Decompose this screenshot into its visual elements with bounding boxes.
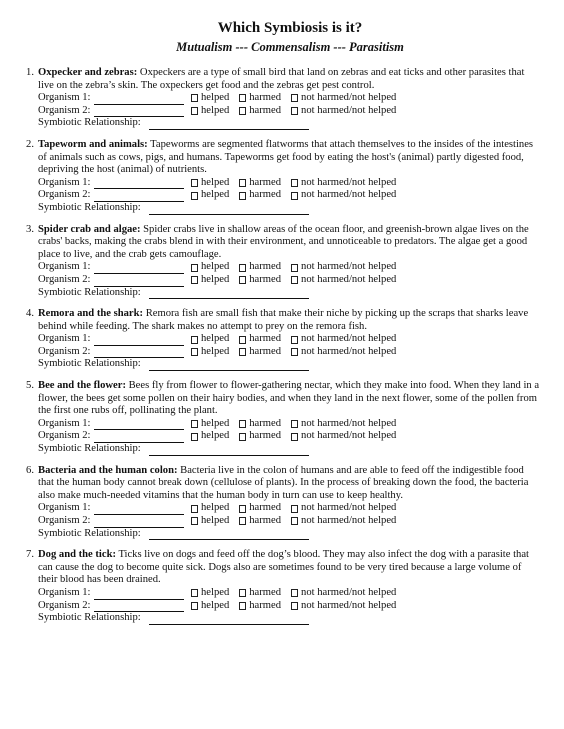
- not-harmed-checkbox[interactable]: [291, 420, 298, 428]
- not-harmed-option[interactable]: [291, 261, 396, 274]
- helped-option[interactable]: [191, 418, 229, 431]
- harmed-option[interactable]: [239, 418, 281, 431]
- harmed-label: harmed: [249, 261, 282, 273]
- question-heading: Bacteria and the human colon:: [38, 464, 178, 476]
- helped-checkbox[interactable]: [191, 433, 198, 441]
- organism-2-answer-blank[interactable]: [94, 191, 184, 202]
- harmed-checkbox[interactable]: [239, 264, 246, 272]
- harmed-option[interactable]: [239, 261, 281, 274]
- harmed-option[interactable]: [239, 177, 281, 190]
- helped-option[interactable]: [191, 502, 229, 515]
- question-number: 6.: [26, 464, 34, 476]
- question-text: [38, 465, 542, 503]
- relationship-answer-blank[interactable]: [149, 529, 309, 540]
- not-harmed-label: not harmed/not helped: [301, 189, 397, 201]
- relationship-row: [38, 287, 542, 300]
- helped-label: helped: [201, 189, 230, 201]
- organism-2-label: Organism 2:: [38, 189, 91, 201]
- harmed-label: harmed: [249, 92, 282, 104]
- helped-option[interactable]: [191, 346, 229, 359]
- harmed-option[interactable]: [239, 333, 281, 346]
- not-harmed-checkbox[interactable]: [291, 264, 298, 272]
- organism-2-answer-blank[interactable]: [94, 432, 184, 443]
- harmed-label: harmed: [249, 176, 282, 188]
- relationship-label: Symbiotic Relationship:: [38, 358, 141, 370]
- question-number: 2.: [26, 138, 34, 150]
- not-harmed-label: not harmed/not helped: [301, 104, 397, 116]
- helped-label: helped: [201, 261, 230, 273]
- page-title: Which Symbiosis is it?: [217, 20, 363, 36]
- question-item: [26, 67, 542, 130]
- not-harmed-checkbox[interactable]: [291, 94, 298, 102]
- relationship-answer-blank[interactable]: [149, 360, 309, 371]
- helped-label: helped: [201, 586, 230, 598]
- helped-checkbox[interactable]: [191, 179, 198, 187]
- not-harmed-label: not harmed/not helped: [301, 345, 397, 357]
- organism-2-row: [38, 274, 542, 287]
- not-harmed-option[interactable]: [291, 274, 396, 287]
- harmed-checkbox[interactable]: [239, 336, 246, 344]
- organism-2-answer-blank[interactable]: [94, 276, 184, 287]
- not-harmed-checkbox[interactable]: [291, 589, 298, 597]
- organism-1-row: [38, 333, 542, 346]
- harmed-label: harmed: [249, 104, 282, 116]
- helped-checkbox[interactable]: [191, 107, 198, 115]
- helped-label: helped: [201, 430, 230, 442]
- organism-1-answer-blank[interactable]: [94, 589, 184, 600]
- helped-label: helped: [201, 273, 230, 285]
- helped-label: helped: [201, 515, 230, 526]
- harmed-label: harmed: [249, 515, 282, 526]
- question-description: Oxpeckers are a type of small bird that land on zebras and eat ticks and other parasites that live on the zebra’s skin. The oxpeckers get food and the zebras get pest control.: [38, 67, 525, 91]
- not-harmed-checkbox[interactable]: [291, 505, 298, 513]
- helped-label: helped: [201, 345, 230, 357]
- question-item: [26, 308, 542, 371]
- not-harmed-label: not harmed/not helped: [301, 417, 397, 429]
- harmed-option[interactable]: [239, 600, 281, 613]
- not-harmed-option[interactable]: [291, 587, 396, 600]
- helped-option[interactable]: [191, 515, 229, 528]
- question-heading: Spider crab and algae:: [38, 223, 141, 235]
- harmed-option[interactable]: [239, 515, 281, 528]
- not-harmed-label: not harmed/not helped: [301, 92, 397, 104]
- relationship-answer-blank[interactable]: [149, 204, 309, 215]
- harmed-checkbox[interactable]: [239, 107, 246, 115]
- not-harmed-checkbox[interactable]: [291, 433, 298, 441]
- question-description: Tapeworms are segmented flatworms that attach themselves to the insides of the intestines of animals such as cows, pigs, and humans. Tapeworms get food by eating the host's (animal) partly digested food, depriving the host (animal) of nutrients.: [38, 138, 534, 176]
- question-text: [38, 67, 542, 92]
- harmed-label: harmed: [249, 333, 282, 345]
- relationship-answer-blank[interactable]: [149, 119, 309, 130]
- helped-checkbox[interactable]: [191, 264, 198, 272]
- harmed-label: harmed: [249, 586, 282, 598]
- relationship-label: Symbiotic Relationship:: [38, 117, 141, 129]
- not-harmed-option[interactable]: [291, 515, 396, 528]
- question-number: 1.: [26, 67, 34, 78]
- question-item: [26, 549, 542, 625]
- helped-option[interactable]: [191, 189, 229, 202]
- organism-2-label: Organism 2:: [38, 273, 91, 285]
- question-heading: Dog and the tick:: [38, 549, 116, 561]
- not-harmed-label: not harmed/not helped: [301, 515, 397, 526]
- helped-option[interactable]: [191, 587, 229, 600]
- organism-1-row: [38, 587, 542, 600]
- not-harmed-checkbox[interactable]: [291, 179, 298, 187]
- harmed-checkbox[interactable]: [239, 602, 246, 610]
- not-harmed-option[interactable]: [291, 600, 396, 613]
- not-harmed-label: not harmed/not helped: [301, 333, 397, 345]
- organism-2-row: [38, 189, 542, 202]
- helped-checkbox[interactable]: [191, 602, 198, 610]
- organism-1-answer-blank[interactable]: [94, 504, 184, 515]
- relationship-answer-blank[interactable]: [149, 445, 309, 456]
- not-harmed-option[interactable]: [291, 430, 396, 443]
- harmed-label: harmed: [249, 417, 282, 429]
- harmed-label: harmed: [249, 189, 282, 201]
- helped-checkbox[interactable]: [191, 420, 198, 428]
- helped-label: helped: [201, 92, 230, 104]
- harmed-checkbox[interactable]: [239, 433, 246, 441]
- harmed-option[interactable]: [239, 189, 281, 202]
- organism-2-answer-blank[interactable]: [94, 106, 184, 117]
- not-harmed-checkbox[interactable]: [291, 602, 298, 610]
- harmed-label: harmed: [249, 599, 282, 611]
- organism-1-answer-blank[interactable]: [94, 178, 184, 189]
- not-harmed-option[interactable]: [291, 105, 396, 118]
- page-subtitle: Mutualism --- Commensalism --- Parasitism: [176, 40, 404, 54]
- organism-2-answer-blank[interactable]: [94, 347, 184, 358]
- organism-1-label: Organism 1:: [38, 333, 91, 345]
- not-harmed-label: not harmed/not helped: [301, 599, 397, 611]
- organism-1-answer-blank[interactable]: [94, 335, 184, 346]
- not-harmed-checkbox[interactable]: [291, 517, 298, 525]
- question-text: [38, 224, 542, 262]
- helped-checkbox[interactable]: [191, 192, 198, 200]
- organism-2-label: Organism 2:: [38, 345, 91, 357]
- not-harmed-checkbox[interactable]: [291, 336, 298, 344]
- not-harmed-option[interactable]: [291, 92, 396, 105]
- organism-1-row: [38, 261, 542, 274]
- organism-2-row: [38, 515, 542, 528]
- harmed-option[interactable]: [239, 346, 281, 359]
- harmed-option[interactable]: [239, 502, 281, 515]
- not-harmed-option[interactable]: [291, 502, 396, 515]
- harmed-checkbox[interactable]: [239, 94, 246, 102]
- question-description: Remora fish are small fish that make their niche by picking up the scraps that sharks leave behind while feeding. The shark makes no attempt to prey on the remora fish.: [38, 308, 529, 332]
- question-item: [26, 223, 542, 300]
- helped-option[interactable]: [191, 600, 229, 613]
- question-heading: Bee and the flower:: [38, 380, 126, 392]
- organism-1-label: Organism 1:: [38, 502, 91, 514]
- organism-1-answer-blank[interactable]: [94, 94, 184, 105]
- question-number: 5.: [26, 380, 34, 392]
- organism-1-row: [38, 177, 542, 190]
- not-harmed-option[interactable]: [291, 177, 396, 190]
- harmed-checkbox[interactable]: [239, 179, 246, 187]
- relationship-label: Symbiotic Relationship:: [38, 612, 141, 624]
- organism-1-label: Organism 1:: [38, 417, 91, 429]
- not-harmed-checkbox[interactable]: [291, 107, 298, 115]
- organism-1-label: Organism 1:: [38, 586, 91, 598]
- question-item: [26, 138, 542, 215]
- relationship-answer-blank[interactable]: [149, 614, 309, 625]
- helped-label: helped: [201, 417, 230, 429]
- organism-2-label: Organism 2:: [38, 515, 91, 526]
- relationship-row: [38, 358, 542, 371]
- helped-option[interactable]: [191, 333, 229, 346]
- organism-1-row: [38, 92, 542, 105]
- not-harmed-label: not harmed/not helped: [301, 502, 397, 514]
- question-description: Bacteria live in the colon of humans and are able to feed off the indigestible food that the human body cannot break down (cellulose of plants). In the process of breaking down the food, the bacteria also make much-needed vitamins that the human body in turn can use to keep healthy.: [38, 464, 529, 501]
- harmed-option[interactable]: [239, 587, 281, 600]
- organism-2-label: Organism 2:: [38, 430, 91, 442]
- helped-label: helped: [201, 104, 230, 116]
- helped-checkbox[interactable]: [191, 505, 198, 513]
- not-harmed-option[interactable]: [291, 189, 396, 202]
- helped-checkbox[interactable]: [191, 336, 198, 344]
- harmed-option[interactable]: [239, 92, 281, 105]
- question-heading: Oxpecker and zebras:: [38, 67, 138, 78]
- question-heading: Remora and the shark:: [38, 308, 144, 320]
- harmed-checkbox[interactable]: [239, 420, 246, 428]
- organism-2-label: Organism 2:: [38, 104, 91, 116]
- organism-1-answer-blank[interactable]: [94, 263, 184, 274]
- question-text: [38, 380, 542, 418]
- helped-checkbox[interactable]: [191, 589, 198, 597]
- relationship-label: Symbiotic Relationship:: [38, 286, 141, 298]
- relationship-label: Symbiotic Relationship:: [38, 201, 141, 213]
- harmed-label: harmed: [249, 345, 282, 357]
- question-item: [26, 464, 542, 541]
- helped-option[interactable]: [191, 430, 229, 443]
- question-item: [26, 380, 542, 456]
- organism-2-label: Organism 2:: [38, 599, 91, 611]
- organism-2-answer-blank[interactable]: [94, 517, 184, 528]
- question-list: [26, 67, 542, 625]
- question-description: Ticks live on dogs and feed off the dog’s blood. They may also infect the dog with a parasite that can cause the dog to become quite sick. Dogs also are sometimes found to be very tired because a large volume of their blood has been drained.: [38, 549, 529, 586]
- organism-2-answer-blank[interactable]: [94, 601, 184, 612]
- organism-1-label: Organism 1:: [38, 176, 91, 188]
- organism-1-row: [38, 502, 542, 515]
- helped-checkbox[interactable]: [191, 348, 198, 356]
- not-harmed-option[interactable]: [291, 346, 396, 359]
- organism-2-row: [38, 430, 542, 443]
- organism-1-label: Organism 1:: [38, 261, 91, 273]
- harmed-option[interactable]: [239, 105, 281, 118]
- question-text: [38, 139, 542, 177]
- not-harmed-label: not harmed/not helped: [301, 430, 397, 442]
- not-harmed-checkbox[interactable]: [291, 192, 298, 200]
- harmed-option[interactable]: [239, 274, 281, 287]
- question-description: Bees fly from flower to flower-gathering nectar, which they make into food. When they land in a flower, the bees get some pollen on their hairy bodies, and when they land in the next flower, some of the pollen from the first one rubs off, pollinating the plant.: [38, 380, 540, 417]
- not-harmed-option[interactable]: [291, 418, 396, 431]
- relationship-row: [38, 528, 542, 541]
- harmed-checkbox[interactable]: [239, 589, 246, 597]
- harmed-checkbox[interactable]: [239, 348, 246, 356]
- not-harmed-label: not harmed/not helped: [301, 176, 397, 188]
- harmed-label: harmed: [249, 430, 282, 442]
- not-harmed-checkbox[interactable]: [291, 348, 298, 356]
- helped-checkbox[interactable]: [191, 94, 198, 102]
- helped-checkbox[interactable]: [191, 517, 198, 525]
- harmed-checkbox[interactable]: [239, 192, 246, 200]
- relationship-row: [38, 443, 542, 456]
- relationship-row: [38, 202, 542, 215]
- harmed-label: harmed: [249, 502, 282, 514]
- harmed-checkbox[interactable]: [239, 505, 246, 513]
- question-number: 4.: [26, 308, 34, 320]
- relationship-row: [38, 117, 542, 130]
- not-harmed-label: not harmed/not helped: [301, 261, 397, 273]
- relationship-answer-blank[interactable]: [149, 288, 309, 299]
- helped-option[interactable]: [191, 105, 229, 118]
- organism-1-row: [38, 418, 542, 431]
- not-harmed-label: not harmed/not helped: [301, 273, 397, 285]
- helped-label: helped: [201, 176, 230, 188]
- harmed-label: harmed: [249, 273, 282, 285]
- organism-1-answer-blank[interactable]: [94, 419, 184, 430]
- organism-2-row: [38, 105, 542, 118]
- helped-checkbox[interactable]: [191, 276, 198, 284]
- organism-2-row: [38, 346, 542, 359]
- helped-label: helped: [201, 333, 230, 345]
- harmed-option[interactable]: [239, 430, 281, 443]
- question-description: Spider crabs live in shallow areas of the ocean floor, and greenish-brown algae lives on the crabs' backs, making the crabs blend in with their environment, and unnoticeable to predators. The algae get a good place to live, and the crab gets camouflage.: [38, 223, 529, 260]
- relationship-label: Symbiotic Relationship:: [38, 443, 141, 455]
- question-text: [38, 308, 542, 333]
- helped-option[interactable]: [191, 274, 229, 287]
- question-number: 3.: [26, 223, 34, 235]
- harmed-checkbox[interactable]: [239, 276, 246, 284]
- organism-1-label: Organism 1:: [38, 92, 91, 104]
- helped-label: helped: [201, 502, 230, 514]
- question-text: [38, 549, 542, 587]
- helped-option[interactable]: [191, 92, 229, 105]
- organism-2-row: [38, 600, 542, 613]
- relationship-row: [38, 612, 542, 625]
- helped-label: helped: [201, 599, 230, 611]
- harmed-checkbox[interactable]: [239, 517, 246, 525]
- question-heading: Tapeworm and animals:: [38, 138, 148, 150]
- not-harmed-checkbox[interactable]: [291, 276, 298, 284]
- helped-option[interactable]: [191, 177, 229, 190]
- helped-option[interactable]: [191, 261, 229, 274]
- not-harmed-option[interactable]: [291, 333, 396, 346]
- not-harmed-label: not harmed/not helped: [301, 586, 397, 598]
- question-number: 7.: [26, 549, 34, 561]
- relationship-label: Symbiotic Relationship:: [38, 527, 141, 539]
